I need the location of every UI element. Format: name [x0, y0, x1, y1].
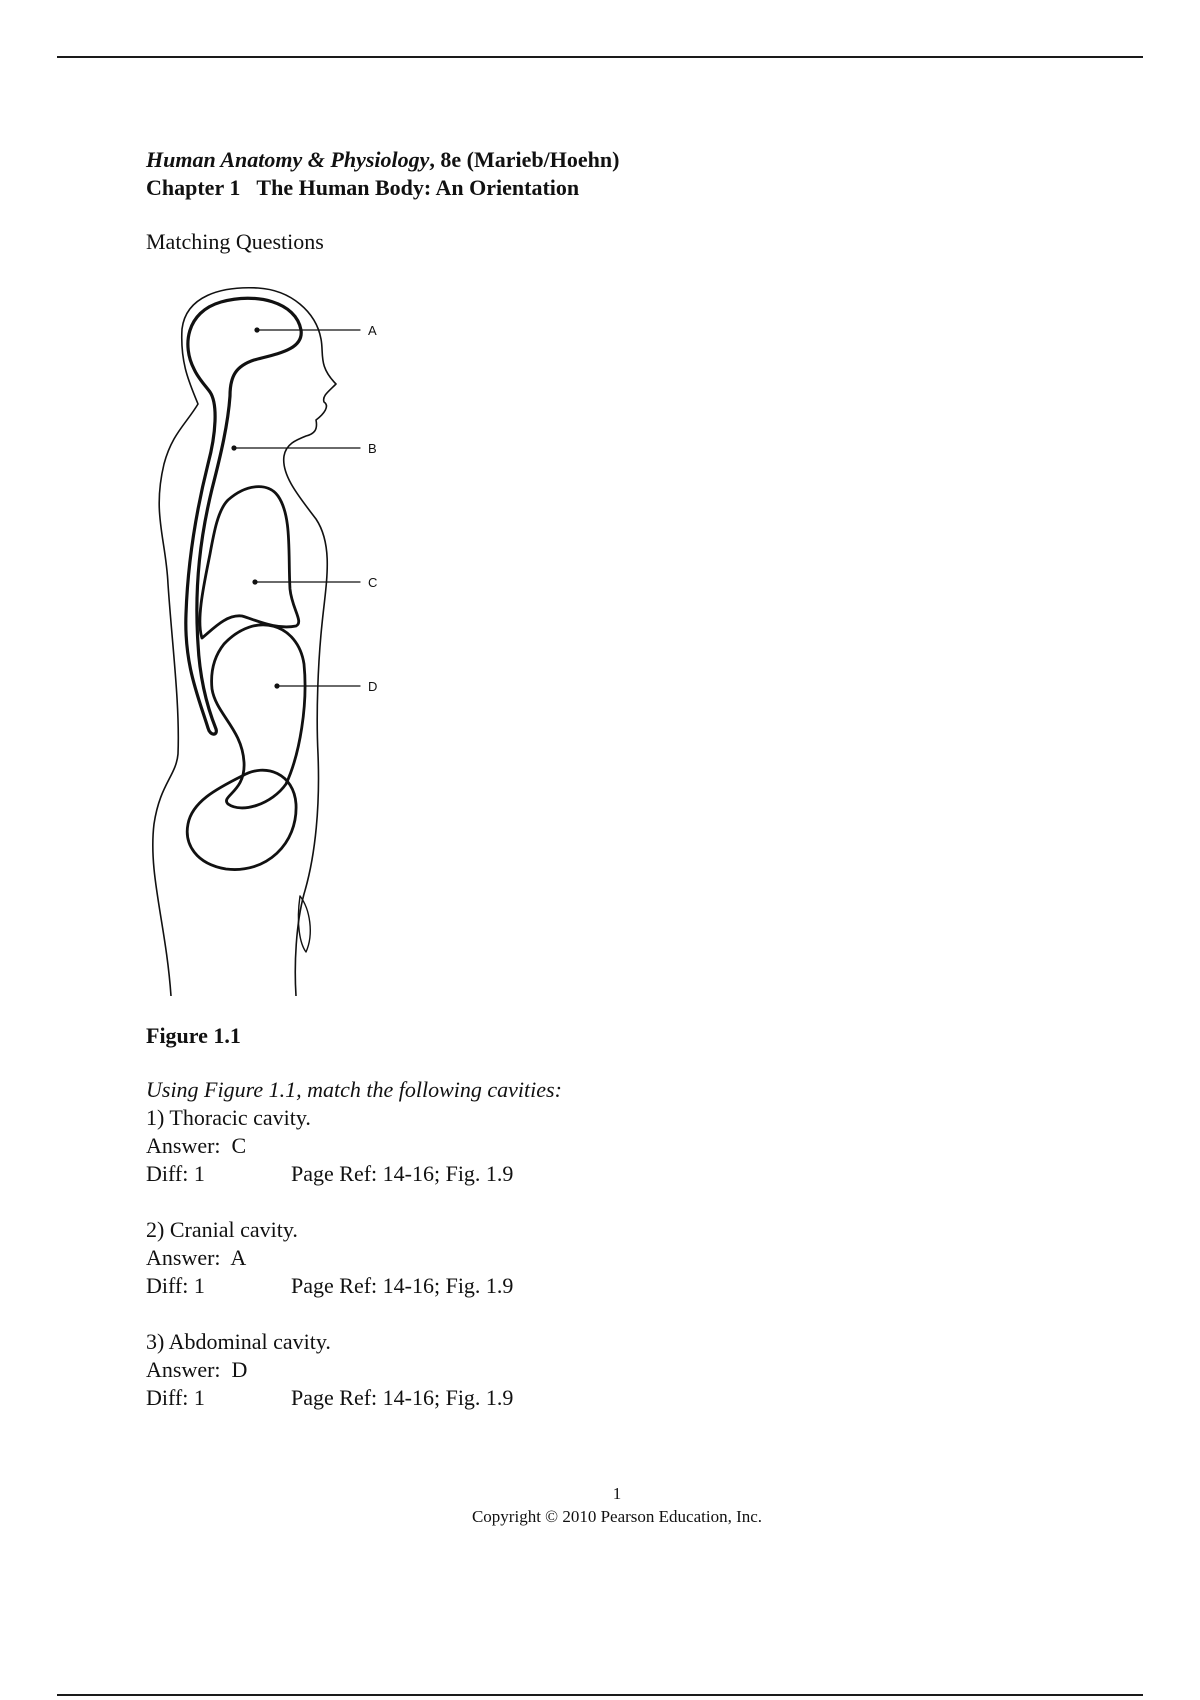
question-meta [146, 1384, 1046, 1412]
edition-authors: , 8e (Marieb/Hoehn) [429, 147, 620, 172]
thoracic-cavity-outline [200, 487, 299, 638]
page-footer [0, 1482, 1200, 1528]
instruction-text: Using Figure 1.1, match the following cavities: [146, 1077, 562, 1102]
pointer-dot-b [231, 445, 236, 450]
abdominal-cavity-outline [212, 625, 305, 808]
question-answer: Answer: D [146, 1357, 248, 1382]
hand-outline [298, 896, 310, 952]
page-number: 1 [612, 1484, 622, 1503]
question-diff: Diff: 1 [146, 1385, 205, 1410]
figure-caption: Figure 1.1 [146, 1023, 241, 1048]
figure-1-1 [146, 284, 446, 996]
document-body [146, 146, 1046, 1412]
figure-label-b: B [368, 441, 377, 456]
body-cavities-diagram [146, 284, 446, 996]
question-item [146, 1328, 1046, 1412]
book-title-line [146, 146, 1046, 174]
pelvic-cavity-outline [187, 770, 296, 869]
pointer-dot-d [274, 683, 279, 688]
body-outline [153, 288, 336, 996]
question-diff: Diff: 1 [146, 1161, 205, 1186]
question-diff: Diff: 1 [146, 1273, 205, 1298]
question-answer: Answer: C [146, 1133, 247, 1158]
question-page-ref: Page Ref: 14-16; Fig. 1.9 [291, 1385, 514, 1410]
figure-label-d: D [368, 679, 378, 694]
copyright-notice: Copyright © 2010 Pearson Education, Inc. [471, 1507, 763, 1526]
question-page-ref: Page Ref: 14-16; Fig. 1.9 [291, 1161, 514, 1186]
bottom-rule [57, 1694, 1143, 1696]
pointer-dot-a [254, 327, 259, 332]
chapter-title: Chapter 1 The Human Body: An Orientation [146, 175, 580, 200]
book-title: Human Anatomy & Physiology [146, 147, 430, 172]
section-label: Matching Questions [146, 229, 324, 254]
question-prompt: 3) Abdominal cavity. [146, 1329, 331, 1354]
question-page-ref: Page Ref: 14-16; Fig. 1.9 [291, 1273, 514, 1298]
figure-label-a: A [368, 323, 377, 338]
question-item [146, 1104, 1046, 1188]
question-item [146, 1216, 1046, 1300]
pointer-dot-c [252, 579, 257, 584]
cranial-vertebral-outline [186, 298, 301, 734]
figure-label-c: C [368, 575, 378, 590]
question-prompt: 1) Thoracic cavity. [146, 1105, 311, 1130]
question-meta [146, 1160, 1046, 1188]
question-prompt: 2) Cranial cavity. [146, 1217, 298, 1242]
question-answer: Answer: A [146, 1245, 247, 1270]
top-rule [57, 56, 1143, 58]
question-meta [146, 1272, 1046, 1300]
